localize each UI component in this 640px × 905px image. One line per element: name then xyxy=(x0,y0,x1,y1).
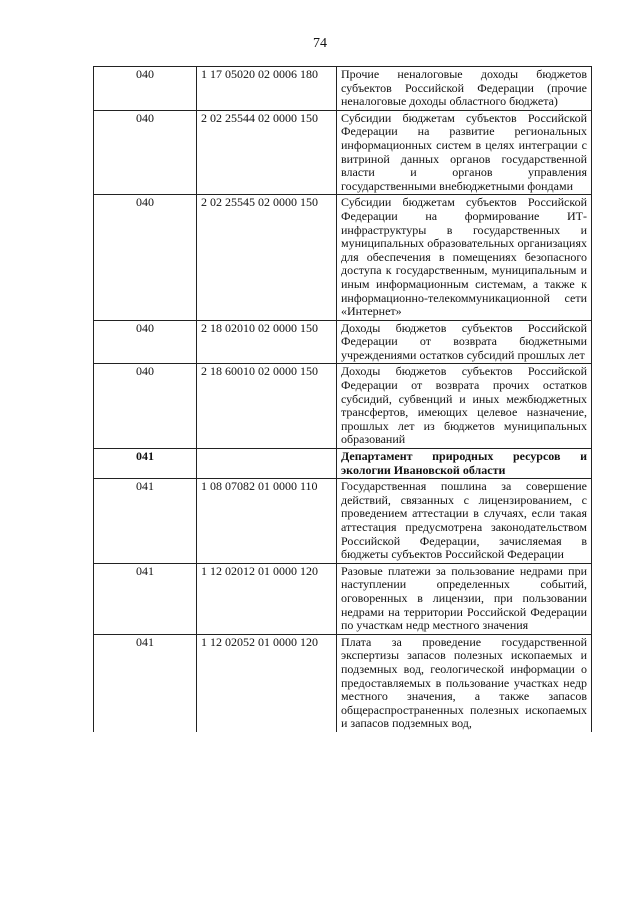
revenue-code: 2 18 02010 02 0000 150 xyxy=(197,320,337,364)
table-row xyxy=(94,479,592,564)
revenue-name: Прочие неналоговые доходы бюджетов субъектов Российской Федерации (прочие неналоговые доходы областного бюджета) xyxy=(337,67,592,111)
administrator-code: 041 xyxy=(94,479,197,564)
revenue-name: Государственная пошлина за совершение действий, связанных с лицензированием, с проведением аттестации в случаях, если такая аттестация предусмотрена законодательством Российской Федерации, зачисляемая в бюджеты субъектов Российской Федерации xyxy=(337,479,592,564)
administrator-code: 040 xyxy=(94,110,197,195)
revenue-code: 2 02 25545 02 0000 150 xyxy=(197,195,337,320)
department-name: Департамент природных ресурсов и экологии Ивановской области xyxy=(337,449,592,479)
administrator-code: 041 xyxy=(94,563,197,634)
revenue-name: Разовые платежи за пользование недрами при наступлении определенных событий, оговоренных в лицензии, при пользовании недрами на территории Российской Федерации по участкам недр местного значения xyxy=(337,563,592,634)
table-row xyxy=(94,320,592,364)
revenue-code: 1 12 02012 01 0000 120 xyxy=(197,563,337,634)
table-row xyxy=(94,110,592,195)
administrator-code: 040 xyxy=(94,364,197,449)
revenue-name: Доходы бюджетов субъектов Российской Федерации от возврата прочих остатков субсидий, субвенций и иных межбюджетных трансфертов, имеющих целевое назначение, прошлых лет из бюджетов муниципальных образований xyxy=(337,364,592,449)
table-row xyxy=(94,195,592,320)
revenue-code: 2 18 60010 02 0000 150 xyxy=(197,364,337,449)
administrator-code: 040 xyxy=(94,195,197,320)
revenue-name: Плата за проведение государственной экспертизы запасов полезных ископаемых и подземных вод, геологической информации о предоставляемых в пользование участках недр местного значения, а также запасов общераспространенных полезных ископаемых и запасов подземных вод, xyxy=(337,634,592,732)
page-number: 74 xyxy=(313,36,327,51)
table-row xyxy=(94,364,592,449)
administrator-code: 041 xyxy=(94,634,197,732)
revenue-code: 1 08 07082 01 0000 110 xyxy=(197,479,337,564)
table-row xyxy=(94,67,592,111)
budget-classification-table xyxy=(93,66,592,732)
table-row xyxy=(94,563,592,634)
administrator-code: 041 xyxy=(94,449,197,479)
revenue-code: 2 02 25544 02 0000 150 xyxy=(197,110,337,195)
revenue-code: 1 12 02052 01 0000 120 xyxy=(197,634,337,732)
revenue-name: Доходы бюджетов субъектов Российской Федерации от возврата бюджетными учреждениями остатков субсидий прошлых лет xyxy=(337,320,592,364)
administrator-code: 040 xyxy=(94,67,197,111)
revenue-name: Субсидии бюджетам субъектов Российской Федерации на формирование ИТ-инфраструктуры в государственных и муниципальных образовательных организациях для обеспечения в помещениях безопасного доступа к государственным, муниципальным и иным информационным системам, а также к информационно-телекоммуникационной сети «Интернет» xyxy=(337,195,592,320)
revenue-code xyxy=(197,449,337,479)
administrator-code: 040 xyxy=(94,320,197,364)
revenue-name: Субсидии бюджетам субъектов Российской Федерации на развитие региональных информационных систем в целях интеграции с витриной данных органов государственной власти и органов управления государственными внебюджетными фондами xyxy=(337,110,592,195)
revenue-code: 1 17 05020 02 0006 180 xyxy=(197,67,337,111)
department-header-row xyxy=(94,449,592,479)
table-row xyxy=(94,634,592,732)
